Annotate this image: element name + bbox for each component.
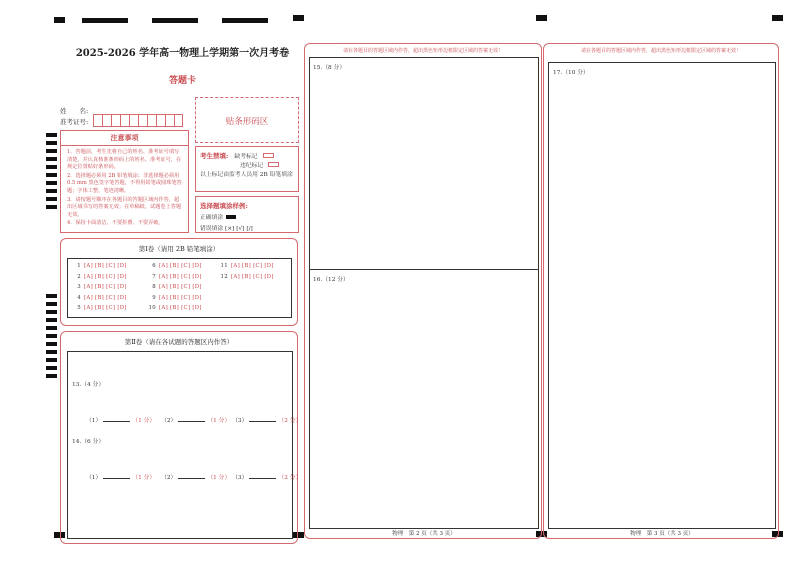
mc-column-2 <box>148 263 202 316</box>
barcode-area-label: 贴条形码区 <box>225 117 269 127</box>
q16-label: 16.（12 分） <box>313 277 349 283</box>
corner-mark <box>54 17 65 23</box>
q14-answers[interactable]: （1） （1 分） （2） （1 分） （3） （2 分） <box>86 475 302 481</box>
mc-column-1 <box>73 263 127 316</box>
q13-label: 13.（4 分） <box>72 382 105 388</box>
fill-example-title: 选择题填涂样例: <box>200 202 248 210</box>
status-note: 以上标记由监考人员用 2B 铅笔填涂 <box>200 172 293 178</box>
section1-box <box>60 238 298 326</box>
corner-mark <box>293 15 304 21</box>
page3-box <box>543 43 779 539</box>
mc-question-row[interactable]: 3 [A] [B] [C] [D] <box>77 284 127 290</box>
notice-list <box>61 146 188 232</box>
mc-question-row[interactable]: 11 [A] [B] [C] [D] <box>220 263 274 269</box>
mc-question-row[interactable]: 9 [A] [B] [C] [D] <box>152 294 202 301</box>
answer-sheet-label: 答题卡 <box>168 76 196 86</box>
mc-question-row[interactable]: 10 [A] [B] [C] [D] <box>148 305 202 311</box>
mc-question-row[interactable]: 6 [A] [B] [C] [D] <box>152 263 202 269</box>
absent-checkbox[interactable] <box>263 153 274 158</box>
q17-answer-area[interactable] <box>548 62 776 529</box>
page2-header: 请在各题目的答题区域内作答，超出黑色矩形边框限定区域的答案无效！ <box>342 48 503 54</box>
notice-item: 4．保持卡面清洁，不要折叠、不要弄破。 <box>67 220 164 227</box>
wrong-fill-label: 错误填涂 [×] [√] [/] <box>200 226 253 232</box>
q17-label: 17.（10 分） <box>553 70 589 76</box>
timing-mark <box>152 18 198 23</box>
page2-box <box>304 43 542 539</box>
timing-mark <box>82 18 128 23</box>
page3-footer: 物理 第 3 页（共 3 页） <box>630 531 694 537</box>
corner-mark <box>536 15 547 21</box>
section2-box <box>60 331 302 544</box>
violation-checkbox[interactable] <box>268 162 279 167</box>
mc-question-row[interactable]: 4 [A] [B] [C] [D] <box>77 294 127 301</box>
q14-label: 14.（6 分） <box>72 439 105 445</box>
page2-footer: 物理 第 2 页（共 3 页） <box>392 531 456 537</box>
notice-box <box>60 130 189 233</box>
name-label: 姓 名: <box>60 107 89 115</box>
mc-question-row[interactable]: 5 [A] [B] [C] [D] <box>77 305 127 311</box>
q15-label: 15.（8 分） <box>313 65 346 71</box>
student-id-label: 准考证号: <box>60 118 89 126</box>
timing-mark <box>222 18 268 23</box>
status-box <box>195 146 299 192</box>
mc-question-row[interactable]: 8 [A] [B] [C] [D] <box>152 284 202 290</box>
page3-header: 请在各题目的答题区域内作答，超出黑色矩形边框限定区域的答案无效！ <box>580 48 741 54</box>
mc-column-3 <box>220 263 274 284</box>
violation-label: 违纪标记 <box>240 163 264 169</box>
mc-question-row[interactable]: 12 [A] [B] [C] [D] <box>220 273 274 280</box>
student-id-field[interactable] <box>93 114 183 127</box>
notice-item: 1．答题前，考生先将自己的姓名、准考证号填写清楚，并认真核准条形码上的姓名、准考证号，在规定位置贴好条形码。 <box>67 149 182 171</box>
mc-question-row[interactable]: 2 [A] [B] [C] [D] <box>77 273 127 280</box>
q13-answers[interactable]: （1） （1 分） （2） （1 分） （3） （2 分） <box>86 418 302 424</box>
notice-title: 注意事项 <box>61 131 188 146</box>
corner-mark <box>772 15 783 21</box>
mc-question-row[interactable]: 1 [A] [B] [C] [D] <box>77 263 127 269</box>
exam-title: 2025-2026 学年高一物理上学期第一次月考卷 <box>75 48 290 59</box>
correct-fill-mark <box>226 215 236 219</box>
q15-answer-area[interactable] <box>309 57 539 270</box>
status-title: 考生禁填: <box>200 152 229 160</box>
q16-answer-area[interactable] <box>309 269 539 529</box>
barcode-area <box>195 97 299 143</box>
absent-label: 缺考标记 <box>234 154 258 160</box>
section2-title: 第Ⅱ卷（请在各试题的答题区内作答） <box>124 338 234 346</box>
notice-item: 2．选择题必须用 2B 铅笔填涂；非选择题必须用 0.5 mm 黑色签字笔答题，不得用铅笔或圆珠笔答题；字体工整、笔迹清晰。 <box>67 172 182 194</box>
notice-item: 3．请按题号顺序在各题目的答题区域内作答，超出区域书写的答案无效；在草稿纸、试题卷上答题无效。 <box>67 196 182 218</box>
multiple-choice-grid <box>67 258 292 318</box>
section1-title: 第Ⅰ卷（请用 2B 铅笔填涂） <box>138 245 220 253</box>
fill-example-box <box>195 196 299 233</box>
section2-answer-area[interactable] <box>67 351 302 539</box>
mc-question-row[interactable]: 7 [A] [B] [C] [D] <box>152 273 202 280</box>
correct-fill-label: 正确填涂 <box>200 215 224 221</box>
